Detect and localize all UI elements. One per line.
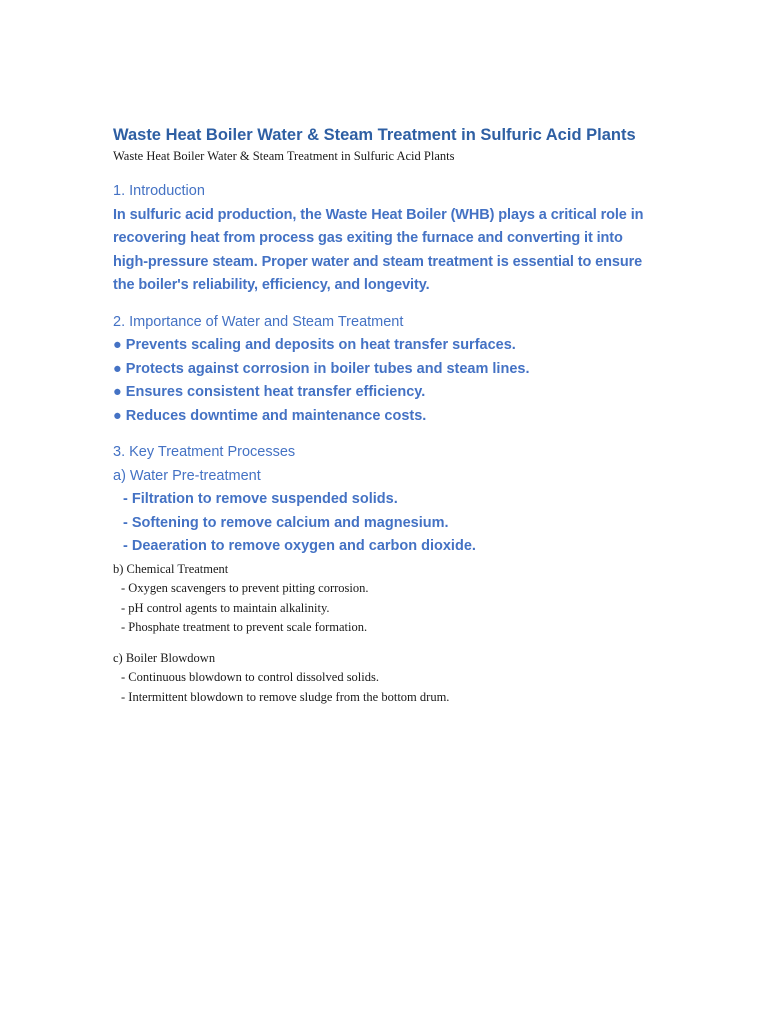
paragraph-line: In sulfuric acid production, the Waste Heat Boiler (WHB) plays a critical role in [113, 206, 644, 223]
bullet-item: ● Prevents scaling and deposits on heat transfer surfaces. [113, 337, 516, 353]
document-title: Waste Heat Boiler Water & Steam Treatment in Sulfuric Acid Plants [113, 126, 636, 144]
list-item: - Softening to remove calcium and magnesium. [123, 514, 449, 531]
section-importance [113, 311, 713, 429]
paragraph-line: recovering heat from process gas exiting the furnace and converting it into [113, 230, 623, 246]
document-subtitle: Waste Heat Boiler Water & Steam Treatment in Sulfuric Acid Plants [113, 149, 455, 163]
section-heading: 1. Introduction [113, 183, 205, 199]
section-heading: 3. Key Treatment Processes [113, 444, 296, 460]
list-item: - Intermittent blowdown to remove sludge from the bottom drum. [121, 689, 450, 704]
list-item: - Oxygen scavengers to prevent pitting corrosion. [121, 581, 369, 595]
list-item: - Continuous blowdown to control dissolved solids. [121, 670, 379, 684]
section-key-processes [113, 441, 713, 707]
paragraph-line: the boiler's reliability, efficiency, and longevity. [113, 277, 430, 293]
list-item: - Deaeration to remove oxygen and carbon dioxide. [123, 538, 476, 554]
subsection-heading: b) Chemical Treatment [113, 561, 229, 576]
bullet-item: ● Ensures consistent heat transfer efficiency. [113, 384, 426, 400]
bullet-item: ● Reduces downtime and maintenance costs. [113, 407, 427, 424]
subsection-heading: a) Water Pre-treatment [113, 467, 261, 484]
bullet-item: ● Protects against corrosion in boiler tubes and steam lines. [113, 360, 530, 377]
subsection-heading: c) Boiler Blowdown [113, 650, 216, 665]
section-introduction [113, 180, 713, 298]
list-item: - Filtration to remove suspended solids. [123, 491, 398, 507]
list-item: - Phosphate treatment to prevent scale formation. [121, 620, 368, 634]
list-item: - pH control agents to maintain alkalinity. [121, 600, 330, 615]
document-content [113, 124, 713, 707]
section-heading: 2. Importance of Water and Steam Treatment [113, 313, 404, 330]
paragraph-line: high-pressure steam. Proper water and steam treatment is essential to ensure [113, 253, 643, 270]
